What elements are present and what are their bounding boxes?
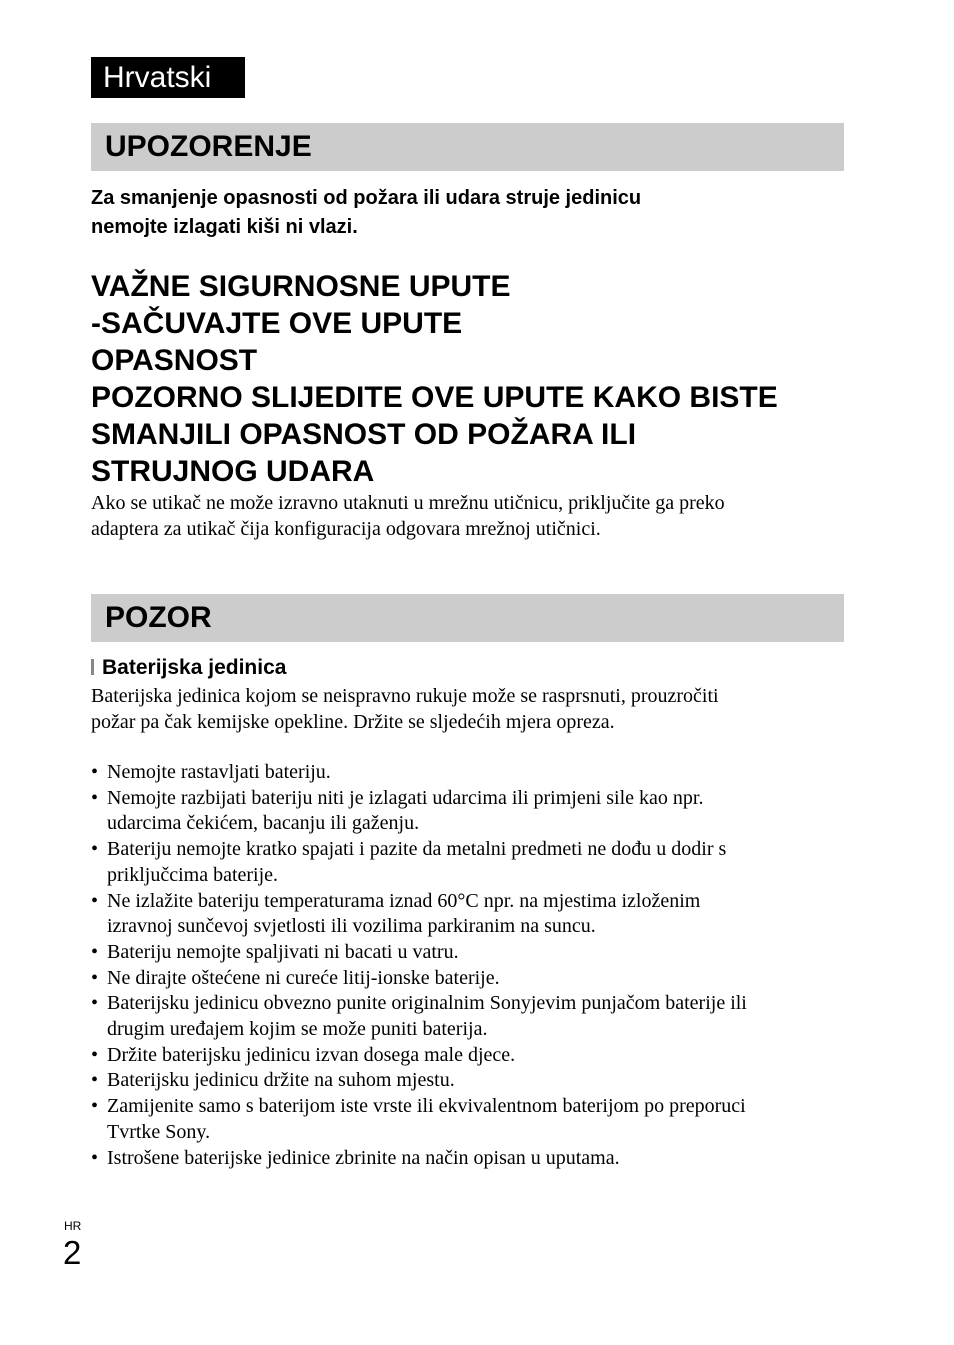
paragraph-line: Baterijska jedinica kojom se neispravno rukuje može se rasprsnuti, prouzročiti	[91, 685, 719, 707]
safety-heading-line: OPASNOST	[91, 344, 258, 377]
precaution-text: Zamijenite samo s baterijom iste vrste ili ekvivalentnom baterijom po preporuci	[107, 1095, 746, 1118]
bullet-icon: •	[91, 1069, 99, 1092]
precaution-text: Baterijsku jedinicu držite na suhom mjestu.	[107, 1069, 455, 1092]
bullet-icon: •	[91, 786, 99, 809]
bullet-icon: •	[91, 1146, 99, 1169]
precaution-text: Nemojte razbijati bateriju niti je izlagati udarcima ili primjeni sile kao npr.	[107, 786, 704, 809]
bullet-icon: •	[91, 838, 99, 861]
precaution-item	[91, 991, 851, 1042]
bullet-icon: •	[91, 940, 99, 963]
subheading-marker-icon	[91, 659, 94, 675]
bullet-icon: •	[91, 1043, 99, 1066]
precaution-text: Bateriju nemojte spaljivati ni bacati u vatru.	[107, 940, 459, 963]
safety-heading-line: STRUJNOG UDARA	[91, 455, 375, 488]
bullet-icon: •	[91, 1095, 99, 1118]
precaution-item	[91, 1094, 851, 1145]
warning-intro-line: Za smanjenje opasnosti od požara ili udara struje jedinicu	[91, 187, 642, 209]
safety-heading-line: VAŽNE SIGURNOSNE UPUTE	[91, 270, 511, 303]
precaution-text: Ne dirajte oštećene ni cureće litij-ionske baterije.	[107, 966, 500, 989]
precaution-item	[91, 1043, 851, 1069]
warning-intro	[91, 184, 851, 242]
precaution-item	[91, 940, 851, 966]
precaution-text: Nemojte rastavljati bateriju.	[107, 761, 331, 783]
precaution-item	[91, 837, 851, 888]
precaution-text: udarcima čekićem, bacanju ili gaženju.	[107, 812, 420, 835]
safety-heading-line: -SAČUVAJTE OVE UPUTE	[91, 307, 463, 340]
safety-heading-line: SMANJILI OPASNOST OD POŽARA ILI	[91, 418, 637, 451]
language-tag: Hrvatski	[91, 57, 245, 98]
precaution-text: Bateriju nemojte kratko spajati i pazite da metalni predmeti ne dođu u dodir s	[107, 838, 727, 861]
bullet-icon: •	[91, 889, 99, 912]
safety-heading	[91, 268, 871, 490]
precaution-text: Ne izlažite bateriju temperaturama iznad 60°C npr. na mjestima izloženim	[107, 889, 701, 912]
battery-precautions-list	[91, 760, 851, 1171]
paragraph-line: Ako se utikač ne može izravno utaknuti u mrežnu utičnicu, priključite ga preko	[91, 492, 725, 514]
precaution-item	[91, 1146, 851, 1172]
bullet-icon: •	[91, 966, 99, 989]
page-language-code: HR	[64, 1219, 82, 1233]
precaution-item	[91, 760, 851, 786]
warning-intro-line: nemojte izlagati kiši ni vlazi.	[91, 216, 358, 238]
bullet-icon: •	[91, 761, 99, 783]
page-number: 2	[63, 1234, 82, 1271]
plug-adapter-paragraph	[91, 490, 851, 542]
battery-subheading	[91, 654, 286, 682]
precaution-item	[91, 889, 851, 940]
precaution-item	[91, 1068, 851, 1094]
bullet-icon: •	[91, 992, 99, 1015]
precaution-text: izravnoj sunčevoj svjetlosti ili vozilima parkiranim na suncu.	[107, 915, 596, 938]
precaution-text: Baterijsku jedinicu obvezno punite originalnim Sonyjevim punjačom baterije ili	[107, 992, 747, 1015]
precaution-text: priključcima baterije.	[107, 863, 279, 886]
battery-subheading-text: Baterijska jedinica	[102, 656, 287, 679]
section-title-upozorenje: UPOZORENJE	[91, 123, 844, 171]
precaution-text: Istrošene baterijske jedinice zbrinite na način opisan u uputama.	[107, 1146, 620, 1169]
paragraph-line: adaptera za utikač čija konfiguracija odgovara mrežnoj utičnici.	[91, 518, 601, 540]
precaution-item	[91, 786, 851, 837]
precaution-text: drugim uređajem kojim se može puniti baterija.	[107, 1018, 488, 1041]
precaution-text: Držite baterijsku jedinicu izvan dosega male djece.	[107, 1043, 516, 1066]
safety-heading-line: POZORNO SLIJEDITE OVE UPUTE KAKO BISTE	[91, 381, 778, 414]
paragraph-line: požar pa čak kemijske opekline. Držite se sljedećih mjera opreza.	[91, 711, 615, 733]
precaution-item	[91, 966, 851, 992]
battery-paragraph	[91, 683, 851, 735]
precaution-text: Tvrtke Sony.	[107, 1120, 211, 1143]
section-title-pozor: POZOR	[91, 594, 844, 642]
